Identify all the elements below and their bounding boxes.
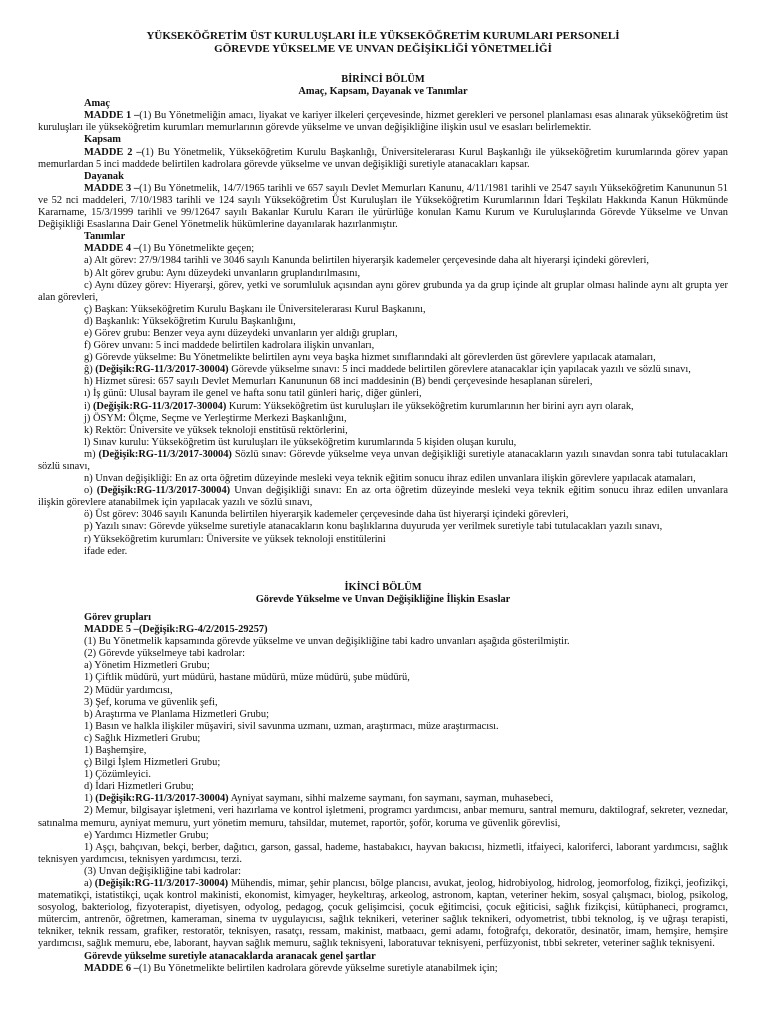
article-5-item-amendment: (Değişik:RG-11/3/2017-30004): [94, 878, 229, 889]
definition-item: [38, 304, 728, 316]
article-5-label: MADDE 5 –: [84, 624, 139, 636]
definition-item: [38, 534, 728, 546]
article-5-item: [38, 745, 728, 757]
article-5-item-text-rest: Mühendis, mimar, şehir plancısı, bölge plancısı, avukat, jeolog, hidrobiyolog, hidrolog, jeomorfolog, fizikçi, jeofizikçi, matematikçi, istatistikçi, uçak kontrol makinisti, ekonomist, kimyager, heykeltıraş, arkeolog, astronom, kaptan, veteriner hekim, sosyal çalışmacı, biolog, psikolog, sosyolog, bakteriolog, fizyoterapist, diyetisyen, odyolog, pedagog, çocuk gelişimcisi, çocuk eğitimcisi, çocuk eğiticisi, sağlık fizikçisi, kütüphaneci, programcı, mütercim, antrenör, öğretmen, kameraman, sinema tv uygulayıcısı, sağlık teknikeri, veteriner sağlık teknikeri, odyometrist, tıbbi teknolog, iş ve uğraşı terapisti, tekniker, teknik ressam, grafiker, restoratör, teknisyen, rasatçı, ressam, makinist, matbaacı, gemi adamı, fotoğrafçı, dekoratör, desinatör, imam, hemşire, hemşire yardımcısı, sağlık memuru, ebe, laborant, hayvan sağlık memuru, sağlık teknisyeni, laboratuvar teknisyeni, perfüzyonist, tıbbi sekreter, veteriner sağlık teknisyeni.: [38, 878, 728, 950]
document-title-line2: GÖREVDE YÜKSELME VE UNVAN DEĞİŞİKLİĞİ YÖNETMELİĞİ: [214, 43, 552, 55]
article-5-item-text: d) İdari Hizmetleri Grubu;: [84, 781, 194, 793]
definition-item: [38, 509, 728, 521]
definition-item-amendment: (Değişik:RG-11/3/2017-30004): [95, 364, 229, 376]
article-6: [38, 963, 728, 975]
article-5-item-text: ç) Bilgi İşlem Hizmetleri Grubu;: [84, 757, 221, 769]
definition-item: [38, 388, 728, 400]
heading-gorev-gruplari: Görev grupları: [84, 611, 152, 623]
article-5-heading: [38, 624, 728, 636]
definition-item: [38, 316, 728, 328]
definition-item-text: c) Aynı düzey görev: Hiyerarşi, görev, yetki ve sorumluluk açısından aynı görev grubunda ya da grup içinde alt gruplar olması halinde aynı alt grupta yer alan görevleri,: [38, 279, 728, 303]
article-4-label: MADDE 4 –: [84, 243, 139, 255]
definition-item-text: o): [84, 485, 97, 497]
definition-item-text: e) Görev grubu: Benzer veya aynı düzeydeki unvanların yer aldığı grupları,: [84, 327, 398, 339]
article-2-label: MADDE 2 –: [84, 146, 142, 158]
article-2: [38, 147, 728, 171]
definition-item-text: ç) Başkan: Yükseköğretim Kurulu Başkanı ile Üniversitelerarası Kurul Başkanını,: [84, 303, 426, 315]
heading-dayanak: Dayanak: [84, 170, 124, 182]
definition-item-text: ğ): [84, 364, 96, 376]
definition-item-text: i): [84, 400, 93, 412]
article-3-label: MADDE 3 –: [84, 182, 140, 194]
definition-item-text: a) Alt görev: 27/9/1984 tarihli ve 3046 sayılı Kanunda belirtilen hiyerarşik kademeler çerçevesinde daha alt hiyerarşi içindeki görevleri,: [84, 255, 649, 267]
definition-item-text: l) Sınav kurulu: Yükseköğretim üst kuruluşları ile yükseköğretim kurumlarında 5 kişiden oluşan kurulu,: [84, 436, 517, 448]
article-5-item: [38, 781, 728, 793]
chapter2-title: İKİNCİ BÖLÜM: [344, 581, 422, 593]
article-5-item-text: a) Yönetim Hizmetleri Grubu;: [84, 660, 210, 672]
article-5-item-text-rest: Ayniyat saymanı, sihhi malzeme saymanı, fon saymanı, sayman, muhasebeci,: [228, 793, 554, 805]
definition-item-text: b) Alt görev grubu: Aynı düzeydeki unvanların gruplandırılmasını,: [84, 267, 361, 279]
article-5-item-text: 1) Çözümleyici.: [84, 769, 151, 781]
article-5-item-text: c) Sağlık Hizmetleri Grubu;: [84, 732, 201, 744]
article-5-item: [38, 769, 728, 781]
chapter1-subtitle: Amaç, Kapsam, Dayanak ve Tanımlar: [298, 86, 468, 98]
article-5-item-text: 1) Basın ve halkla ilişkiler müşaviri, sivil savunma uzmanı, uzman, araştırmacı, müze araştırmacısı.: [84, 720, 499, 732]
definition-item-text: h) Hizmet süresi: 657 sayılı Devlet Memurları Kanununun 68 inci maddesinin (B) bendi çerçevesinde hesaplanan süreleri,: [84, 376, 593, 388]
definition-item: [38, 364, 728, 376]
article-5-item-text: 1) Başhemşire,: [84, 744, 147, 756]
definition-item: [38, 521, 728, 533]
article-1: [38, 110, 728, 134]
definition-item: [38, 328, 728, 340]
definition-item-text-rest: Görevde yükselme sınavı: 5 inci maddede belirtilen görevlere atanacaklar için yapılacak yazılı ve sözlü sınavı,: [228, 364, 691, 376]
article-5-item: [38, 866, 728, 878]
definition-item-text: j) ÖSYM: Ölçme, Seçme ve Yerleştirme Merkezi Başkanlığını,: [84, 412, 347, 424]
article-5-item: [38, 757, 728, 769]
definition-item-text: d) Başkanlık: Yükseköğretim Kurulu Başkanlığını,: [84, 315, 296, 327]
definition-item: [38, 255, 728, 267]
article-5-item-text: a): [84, 878, 95, 889]
article-5-change-note: (Değişik:RG-4/2/2015-29257): [138, 624, 268, 636]
definition-item: [38, 485, 728, 509]
article-2-text: (1) Bu Yönetmelik, Yükseköğretim Kurulu Başkanlığı, Üniversitelerarası Kurul Başkanlığı ile yükseköğretim kurumlarında görev yapan memurlardan 5 inci maddede belirtilen kadrolara görevde yükselme ve unvan değişikliği suretiyle atanacakları kapsar.: [38, 146, 729, 170]
heading-kapsam: Kapsam: [84, 134, 121, 146]
article-4-intro: [38, 243, 728, 255]
chapter2-subtitle: Görevde Yükselme ve Unvan Değişikliğine İlişkin Esaslar: [255, 593, 511, 605]
definition-item-text: p) Yazılı sınav: Görevde yükselme suretiyle atanacakların konu başlıklarına duyuruda yer verilmek suretiyle tabi tutulacakları yazılı sınavı,: [84, 521, 663, 533]
definitions-list: [38, 255, 728, 545]
article-4-end: ifade eder.: [84, 545, 128, 557]
article-5-list: [38, 636, 728, 950]
article-5-item: [38, 636, 728, 648]
chapter1-title: BİRİNCİ BÖLÜM: [341, 74, 425, 85]
article-5-item-text: 1) Aşçı, bahçıvan, bekçi, berber, dağıtıcı, garson, gassal, hademe, hastabakıcı, hayvan bakıcısı, hizmetli, itfaiyeci, kaloriferci, laborant yardımcısı, sağlık teknisyen yardımcısı, teknisyen yardımcısı, terzi.: [38, 841, 728, 865]
article-5-item-text: 1): [84, 793, 96, 805]
article-5-item-text: (2) Görevde yükselmeye tabi kadrolar:: [84, 648, 245, 660]
document-title-line1: YÜKSEKÖĞRETİM ÜST KURULUŞLARI İLE YÜKSEKÖĞRETİM KURUMLARI PERSONELİ: [146, 30, 620, 42]
definition-item-text: m): [84, 448, 99, 460]
article-5-item-text: 2) Müdür yardımcısı,: [84, 684, 173, 696]
article-5-item: [38, 648, 728, 660]
definition-item-text-rest: Kurum: Yükseköğretim üst kuruluşları ile yükseköğretim kurumlarının her birini ayrı ayrı olarak,: [226, 400, 634, 412]
article-5-item-text: 3) Şef, koruma ve güvenlik şefi,: [84, 696, 218, 708]
article-5-item: [38, 733, 728, 745]
article-3-text: (1) Bu Yönetmelik, 14/7/1965 tarihli ve 657 sayılı Devlet Memurları Kanunu, 4/11/1981 tarihli ve 2547 sayılı Yükseköğretim Kanununun 51 ve 52 nci maddeleri, 7/10/1983 tarihli ve 124 sayılı Yükseköğretim Üst Kuruluşları ile Yükseköğretim Kurumlarının İdari Teşkilatı Hakkında Kanun Hükmünde Kararname, 15/3/1999 tarihli ve 99/12647 sayılı Bakanlar Kurulu Kararı ile yürürlüğe konulan Kamu Kurum ve Kuruluşlarında Görevde Yükselme ve Unvan Değişikliği Esaslarına Dair Genel Yönetmelik hükümlerine dayanılarak hazırlanmıştır.: [38, 182, 728, 231]
definition-item: [38, 352, 728, 364]
definition-item-text: g) Görevde yükselme: Bu Yönetmelikte belirtilen aynı veya başka hizmet sınıflarındaki alt görevlerden üst görevlere yapılacak atamaları,: [84, 352, 656, 364]
article-5-item-text: 2) Memur, bilgisayar işletmeni, veri hazırlama ve kontrol işletmeni, programcı yardımcısı, anbar memuru, santral memuru, daktilograf, sekreter, veznedar, satınalma memuru, ayniyat memuru, yurt yönetim memuru, tahsildar, mutemet, raportör, şoför, koruma ve güvenlik görevlisi,: [38, 805, 728, 829]
definition-item: [38, 401, 728, 413]
definition-item: [38, 413, 728, 425]
heading-article-6: Görevde yükselme suretiyle atanacaklarda aranacak genel şartlar: [84, 950, 376, 962]
article-5-item: [38, 842, 728, 866]
article-5-item-amendment: (Değişik:RG-11/3/2017-30004): [95, 793, 229, 805]
definition-item: [38, 473, 728, 485]
heading-tanimlar: Tanımlar: [84, 231, 126, 243]
definition-item: [38, 280, 728, 304]
article-4-intro-text: (1) Bu Yönetmelikte geçen;: [138, 243, 255, 255]
definition-item-amendment: (Değişik:RG-11/3/2017-30004): [92, 400, 227, 412]
article-5-item: [38, 685, 728, 697]
article-5-item-text: e) Yardımcı Hizmetler Grubu;: [84, 829, 209, 841]
article-5-item-text: (3) Unvan değişikliğine tabi kadrolar:: [84, 865, 241, 877]
definition-item: [38, 268, 728, 280]
article-1-label: MADDE 1 –: [84, 110, 140, 122]
definition-item-text: ı) İş günü: Ulusal bayram ile genel ve hafta sonu tatil günleri hariç, diğer günleri,: [84, 388, 422, 400]
definition-item: [38, 425, 728, 437]
definition-item-text-rest: Unvan değişikliği sınavı: En az orta öğretim düzeyinde mesleki veya teknik eğitim sonucu ihraz edilen unvanlara ilişkin görevlere atanabilmek için yapılacak yazılı ve sözlü sınavı,: [38, 485, 728, 509]
definition-item: [38, 376, 728, 388]
article-5-item-text: b) Araştırma ve Planlama Hizmetleri Grubu;: [84, 708, 269, 720]
definition-item: [38, 449, 728, 473]
article-5-item: [38, 709, 728, 721]
definition-item-text: ö) Üst görev: 3046 sayılı Kanunda belirtilen hiyerarşik kademeler çerçevesinde daha üst hiyerarşi içindeki görevleri,: [84, 509, 569, 521]
definition-item-text: f) Görev unvanı: 5 inci maddede belirtilen kadrolara ilişkin unvanları,: [84, 340, 375, 352]
definition-item-text-rest: Sözlü sınav: Görevde yükselme veya unvan değişikliği suretiyle atanacakların yazılı sınavdan sonra tabi tutulacakları sözlü sınavı,: [38, 448, 728, 472]
article-5-item: [38, 672, 728, 684]
definition-item-amendment: (Değişik:RG-11/3/2017-30004): [98, 448, 232, 460]
article-6-text: (1) Bu Yönetmelikte belirtilen kadrolara görevde yükselme suretiyle atanabilmek için;: [138, 962, 498, 974]
article-5-item-text: 1) Çiftlik müdürü, yurt müdürü, hastane müdürü, müze müdürü, şube müdürü,: [84, 672, 410, 684]
article-3: [38, 183, 728, 231]
definition-item-text: r) Yükseköğretim kurumları: Üniversite ve yüksek teknoloji enstitülerini: [84, 533, 386, 545]
article-5-item: [38, 721, 728, 733]
article-1-text: (1) Bu Yönetmeliğin amacı, liyakat ve kariyer ilkeleri çerçevesinde, hizmet gerekleri ve personel planlaması esas alınarak yükseköğretim üst kuruluşları ile yükseköğretim kurumları memurlarının görevde yükselme ve unvan değişikliğine ilişkin usul ve esasları belirlemektir.: [38, 110, 728, 134]
article-5-item-text: (1) Bu Yönetmelik kapsamında görevde yükselme ve unvan değişikliğine tabi kadro unvanları aşağıda gösterilmiştir.: [84, 636, 570, 648]
article-5-item: [38, 830, 728, 842]
article-5-item: [38, 793, 728, 805]
article-6-label: MADDE 6 –: [84, 962, 139, 974]
definition-item-text: n) Unvan değişikliği: En az orta öğretim düzeyinde mesleki veya teknik eğitim sonucu ihraz edilen unvanlara ilişkin görevlere yapılacak atamaları,: [84, 473, 696, 485]
heading-amac: Amaç: [84, 98, 110, 110]
article-5-item: [38, 697, 728, 709]
article-5-item: [38, 878, 728, 951]
definition-item-text: k) Rektör: Üniversite ve yüksek teknoloji enstitüsü rektörlerini,: [84, 424, 348, 436]
definition-item: [38, 437, 728, 449]
article-5-item: [38, 805, 728, 829]
article-5-item: [38, 660, 728, 672]
definition-item-amendment: (Değişik:RG-11/3/2017-30004): [96, 485, 231, 497]
definition-item: [38, 340, 728, 352]
